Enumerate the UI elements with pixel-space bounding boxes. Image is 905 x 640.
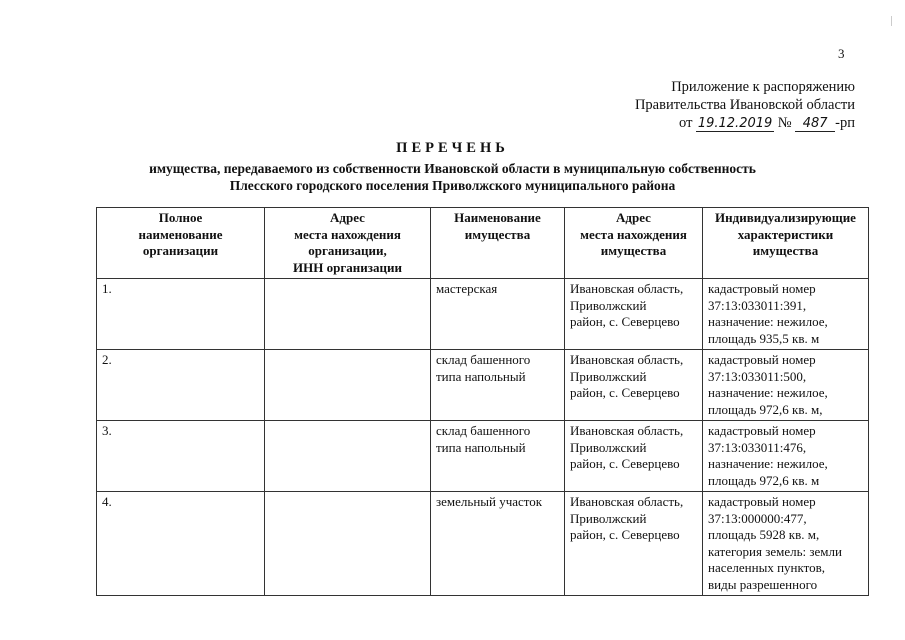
appendix-line-2: Правительства Ивановской области (634, 97, 855, 113)
page-number: 3 (838, 46, 845, 61)
org-address-cell (265, 421, 431, 492)
characteristics-cell: кадастровый номер 37:13:033011:500, назначение: нежилое, площадь 972,6 кв. м, (703, 350, 869, 421)
document-title: ПЕРЕЧЕНЬ (396, 140, 509, 156)
row-number: 2. (97, 350, 265, 421)
subtitle-line-2: Плесского городского поселения Приволжского муниципального района (229, 178, 676, 193)
header-org-name: Полное наименование организации (97, 208, 265, 279)
handwritten-date: 19.12.2019 (697, 116, 773, 131)
header-property-address: Адрес места нахождения имущества (565, 208, 703, 279)
characteristics-cell: кадастровый номер 37:13:000000:477, площадь 5928 кв. м, категория земель: земли населенных пунктов, виды разрешенного (703, 492, 869, 596)
row-number: 3. (97, 421, 265, 492)
header-property-name: Наименование имущества (431, 208, 565, 279)
property-address-cell: Ивановская область, Приволжский район, с. Северцево (565, 421, 703, 492)
table-header-row (97, 208, 869, 279)
scan-artifact (891, 16, 892, 26)
table-row (97, 492, 869, 596)
header-characteristics: Индивидуализирующие характеристики имущества (703, 208, 869, 279)
characteristics-cell: кадастровый номер 37:13:033011:476, назначение: нежилое, площадь 972,6 кв. м (703, 421, 869, 492)
row-number: 1. (97, 279, 265, 350)
number-suffix: -рп (835, 115, 855, 131)
property-address-cell: Ивановская область, Приволжский район, с. Северцево (565, 350, 703, 421)
from-label: от (679, 115, 693, 131)
org-address-cell (265, 279, 431, 350)
property-name-cell: мастерская (431, 279, 565, 350)
row-number: 4. (97, 492, 265, 596)
property-name-cell: земельный участок (431, 492, 565, 596)
property-table (96, 207, 869, 596)
property-name-cell: склад башенного типа напольный (431, 421, 565, 492)
header-org-address: Адрес места нахождения организации, ИНН организации (265, 208, 431, 279)
characteristics-cell: кадастровый номер 37:13:033011:391, назначение: нежилое, площадь 935,5 кв. м (703, 279, 869, 350)
org-address-cell (265, 492, 431, 596)
appendix-header (635, 78, 855, 132)
table-row (97, 350, 869, 421)
org-address-cell (265, 350, 431, 421)
subtitle-line-1: имущества, передаваемого из собственности Ивановской области в муниципальную собственность (149, 161, 756, 176)
property-address-cell: Ивановская область, Приволжский район, с. Северцево (565, 492, 703, 596)
handwritten-number: 487 (795, 117, 835, 132)
property-address-cell: Ивановская область, Приволжский район, с. Северцево (565, 279, 703, 350)
document-subtitle (0, 160, 905, 194)
appendix-date-line (635, 114, 855, 132)
table-row (97, 279, 869, 350)
property-name-cell: склад башенного типа напольный (431, 350, 565, 421)
appendix-line-1: Приложение к распоряжению (671, 79, 855, 95)
number-label: № (777, 115, 792, 131)
table-row (97, 421, 869, 492)
